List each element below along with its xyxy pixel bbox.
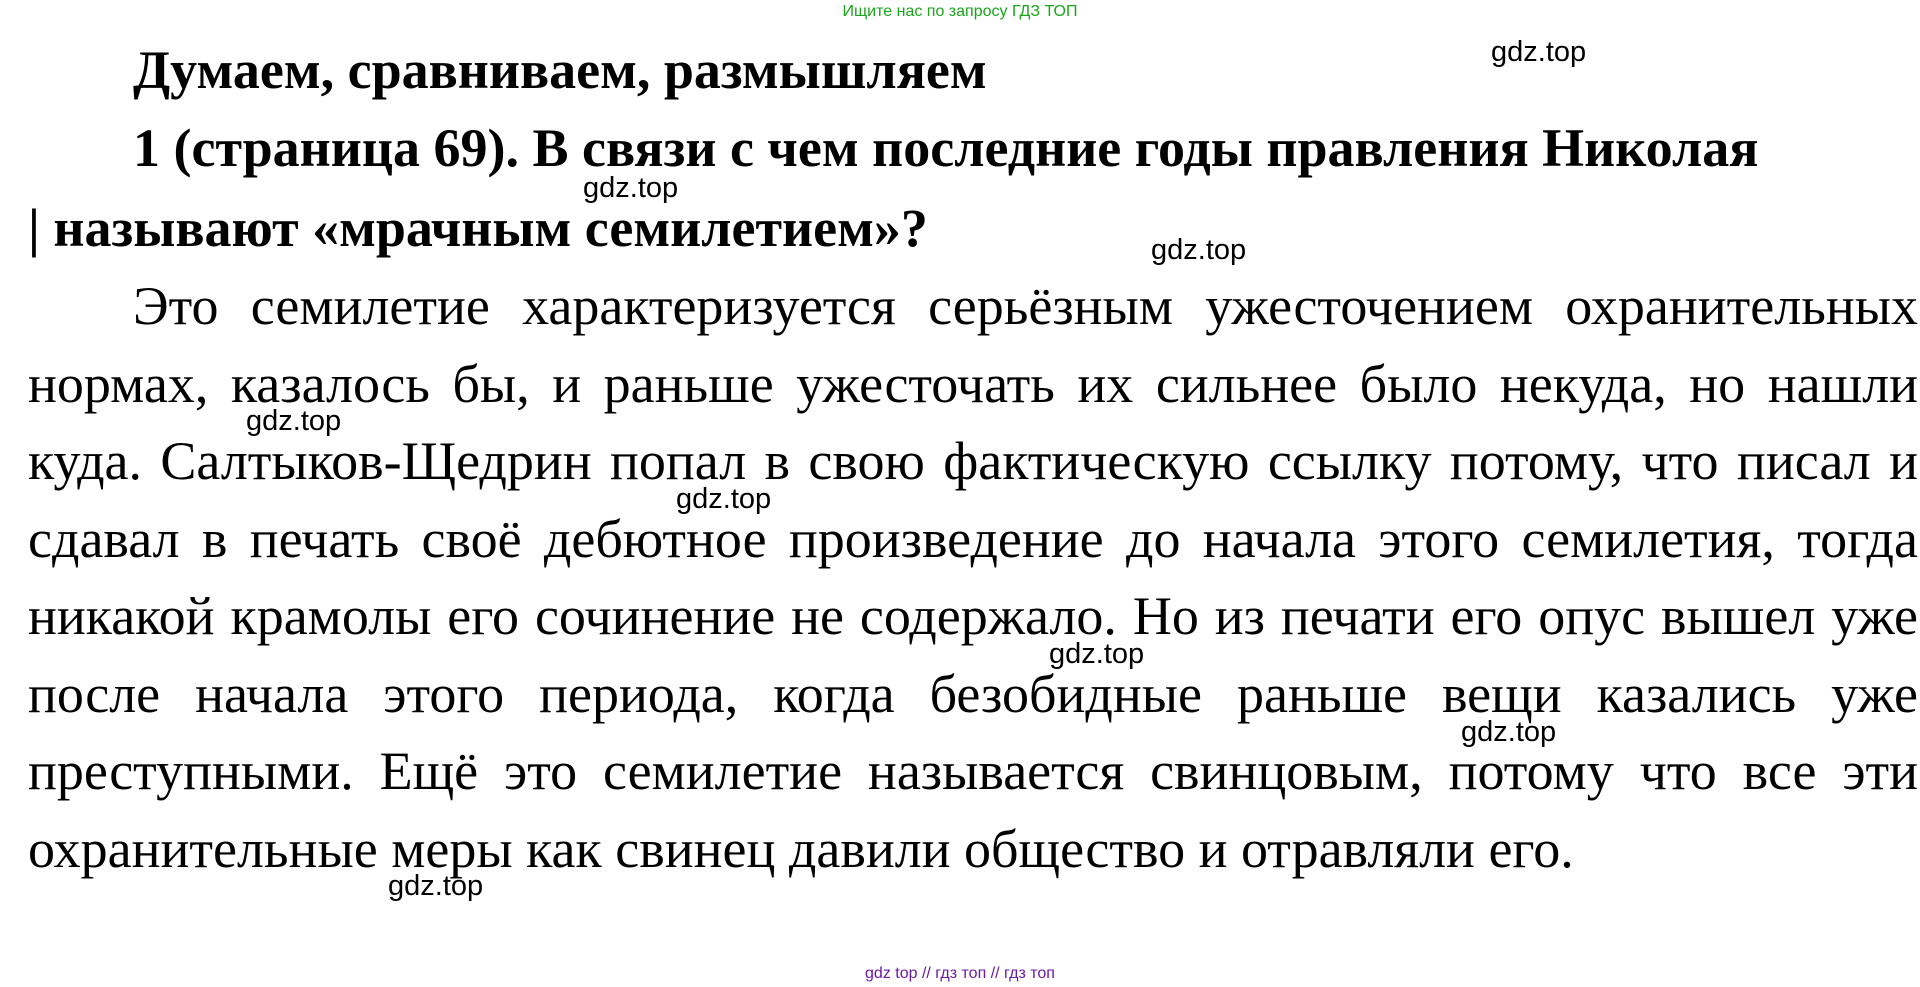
watermark: gdz.top bbox=[388, 870, 484, 902]
watermark: gdz.top bbox=[1461, 716, 1557, 748]
section-heading: Думаем, сравниваем, размышляем bbox=[133, 40, 987, 100]
watermark: gdz.top bbox=[246, 405, 342, 437]
question-line-2: | называют «мрачным семилетием»? bbox=[28, 198, 928, 258]
top-banner-text: Ищите нас по запросу ГДЗ ТОП bbox=[842, 3, 1078, 20]
bottom-banner-text: gdz top // гдз топ // гдз топ bbox=[865, 965, 1055, 982]
watermark: gdz.top bbox=[1151, 234, 1247, 266]
question-line-1: 1 (страница 69). В связи с чем последние годы правления Николая bbox=[133, 118, 1759, 178]
watermark: gdz.top bbox=[1491, 36, 1587, 68]
answer-paragraph: Это семилетие характеризуется серьёзным ужесточением охранительных нормах, казалось бы, и раньше ужесточать их сильнее было некуда, но нашли куда. Салтыков-Щедрин попал в свою фактическую ссылку потому, что писал и сдавал в печать своё дебютное произведение до начала этого семилетия, тогда никакой крамолы его сочинение не содержало. Но из печати его опус вышел уже после начала этого периода, когда безобидные раньше вещи казались уже преступными. Ещё это семилетие называется свинцовым, потому что все эти охранительные меры как свинец давили общество и отравляли его. bbox=[28, 276, 1918, 879]
watermark: gdz.top bbox=[1049, 638, 1145, 670]
watermark: gdz.top bbox=[676, 483, 772, 515]
watermark: gdz.top bbox=[583, 172, 679, 204]
